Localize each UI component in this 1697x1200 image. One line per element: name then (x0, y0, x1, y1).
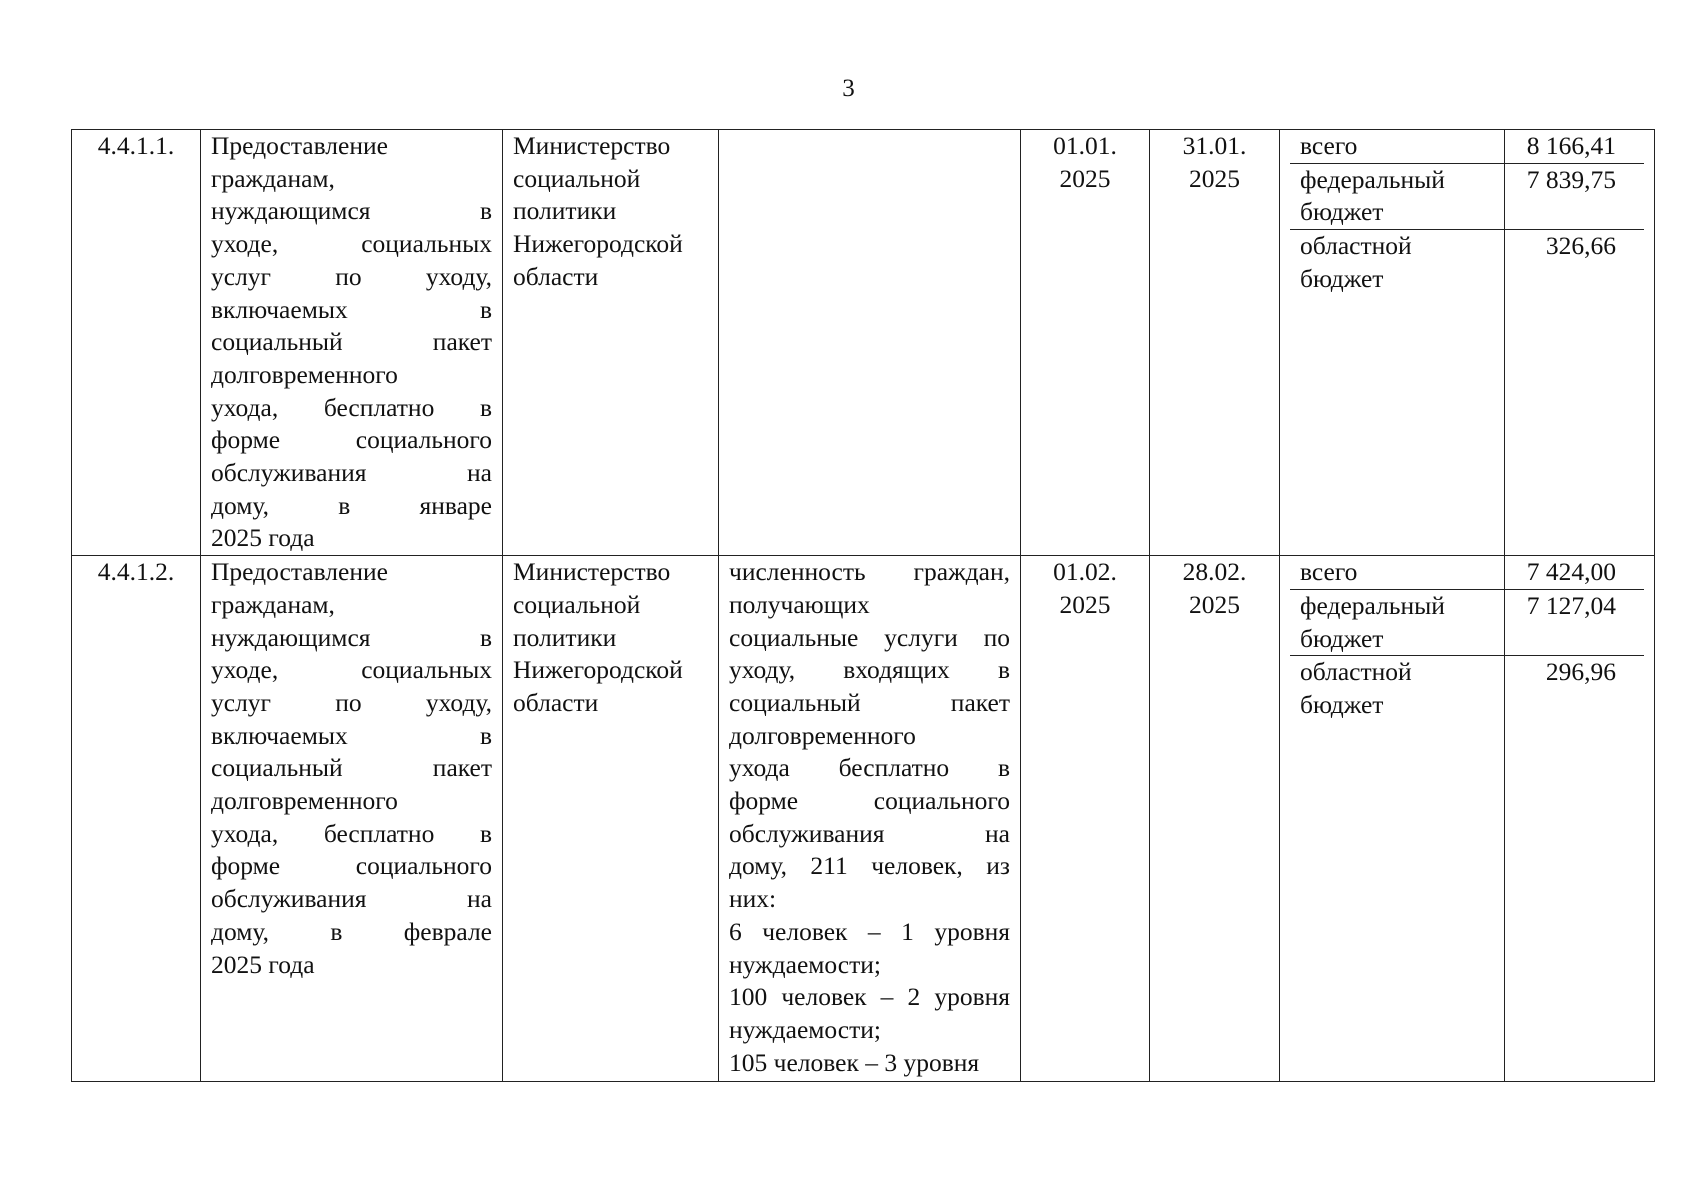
event-name-line: гражданам, (211, 589, 335, 619)
executor-cell (503, 130, 719, 556)
indicator-line: 100 человек – 2 уровня (729, 982, 1010, 1012)
finance-label: всего (1290, 556, 1505, 589)
start-date-line: 01.01. (1053, 131, 1117, 160)
finance-row (1290, 130, 1644, 164)
indicator-cell (719, 556, 1021, 1082)
event-name-line: включаемых в (211, 294, 492, 324)
start-date-cell (1021, 556, 1150, 1082)
finance-row (1290, 164, 1644, 230)
finance-table (1290, 556, 1644, 1081)
event-name-line: ухода, бесплатно в (211, 818, 492, 848)
indicator-line: уходу, входящих в (729, 655, 1010, 685)
indicator-line: дому, 211 человек, из (729, 851, 1010, 881)
event-name-line: уходе, социальных (211, 655, 492, 685)
finance-label: областной бюджет (1290, 656, 1505, 1081)
finance-cell (1280, 130, 1655, 556)
event-name-line: 2025 года (211, 949, 315, 979)
finance-value: 8 166,41 (1526, 131, 1616, 160)
start-date-line: 2025 (1059, 589, 1111, 619)
event-name-line: дому, в феврале (211, 916, 492, 946)
finance-value: 7 127,04 (1526, 590, 1616, 620)
indicator-line: нуждаемости; (729, 949, 882, 979)
indicator-line: получающих (729, 589, 870, 619)
indicator-line: обслуживания на (729, 818, 1010, 848)
event-name-line: уходе, социальных (211, 229, 492, 259)
finance-cell (1280, 556, 1655, 1082)
finance-label: областной бюджет (1290, 230, 1505, 555)
indicator-line: долговременного (729, 720, 916, 750)
event-name-line: нуждающимся в (211, 622, 492, 652)
end-date-cell (1150, 556, 1280, 1082)
event-name-line: форме социального (211, 425, 492, 455)
event-name-line: форме социального (211, 851, 492, 881)
indicator-line: нуждаемости; (729, 1014, 882, 1044)
start-date-line: 01.02. (1053, 557, 1117, 587)
executor-line: области (513, 261, 599, 291)
indicator-line: них: (729, 884, 777, 914)
indicator-line: ухода бесплатно в (729, 753, 1010, 783)
end-date-cell (1150, 130, 1280, 556)
event-name-line: долговременного (211, 359, 398, 389)
indicator-line: форме социального (729, 786, 1010, 816)
finance-label: всего (1290, 130, 1505, 163)
executor-line: политики (513, 622, 617, 652)
executor-line: социальной (513, 589, 641, 619)
finance-value: 326,66 (1545, 231, 1616, 261)
indicator-line: 6 человек – 1 уровня (729, 916, 1010, 946)
event-name-line: ухода, бесплатно в (211, 392, 492, 422)
indicator-line: 105 человек – 3 уровня (729, 1047, 980, 1077)
executor-cell (503, 556, 719, 1082)
event-name-line: услуг по уходу, (211, 687, 492, 717)
executor-line: области (513, 687, 599, 717)
start-date-cell (1021, 130, 1150, 556)
row-number-cell: 4.4.1.2. (72, 556, 201, 1082)
executor-line: Министерство (513, 557, 671, 587)
event-name-line: Предоставление (211, 131, 388, 160)
indicator-line: численность граждан, (729, 557, 1010, 587)
finance-value: 7 424,00 (1526, 557, 1616, 587)
event-name-line: долговременного (211, 786, 398, 816)
end-date-line: 2025 (1189, 163, 1240, 193)
table-row (72, 556, 1655, 1082)
event-name-line: обслуживания на (211, 884, 492, 914)
executor-line: Нижегородской (513, 655, 683, 685)
event-name-line: социальный пакет (211, 753, 492, 783)
end-date-line: 28.02. (1182, 557, 1247, 587)
finance-row (1290, 656, 1644, 1081)
executor-line: политики (513, 196, 617, 226)
executor-line: Министерство (513, 131, 671, 160)
event-name-line: 2025 года (211, 523, 315, 553)
start-date-line: 2025 (1059, 163, 1111, 193)
finance-label: федеральный бюджет (1290, 164, 1505, 229)
finance-row (1290, 556, 1644, 590)
event-name-line: гражданам, (211, 163, 335, 193)
event-name-line: услуг по уходу, (211, 261, 492, 291)
row-number-cell: 4.4.1.1. (72, 130, 201, 556)
event-name-line: обслуживания на (211, 458, 492, 488)
event-name-line: включаемых в (211, 720, 492, 750)
executor-line: социальной (513, 163, 641, 193)
end-date-line: 31.01. (1182, 131, 1247, 160)
indicator-line: социальные услуги по (729, 622, 1010, 652)
indicator-cell (719, 130, 1021, 556)
event-name-line: Предоставление (211, 557, 388, 587)
indicator-line: социальный пакет (729, 687, 1010, 717)
plan-table (71, 129, 1655, 1082)
finance-table (1290, 130, 1644, 555)
executor-line: Нижегородской (513, 229, 683, 259)
page-number: 3 (842, 75, 855, 102)
table-row (72, 130, 1655, 556)
finance-value: 7 839,75 (1526, 164, 1616, 194)
finance-label: федеральный бюджет (1290, 590, 1505, 655)
end-date-line: 2025 (1189, 589, 1240, 619)
event-name-cell (201, 556, 503, 1082)
event-name-line: социальный пакет (211, 327, 492, 357)
finance-value: 296,96 (1545, 657, 1616, 687)
finance-row (1290, 590, 1644, 656)
event-name-line: нуждающимся в (211, 196, 492, 226)
event-name-cell (201, 130, 503, 556)
finance-row (1290, 230, 1644, 555)
event-name-line: дому, в январе (211, 490, 492, 520)
